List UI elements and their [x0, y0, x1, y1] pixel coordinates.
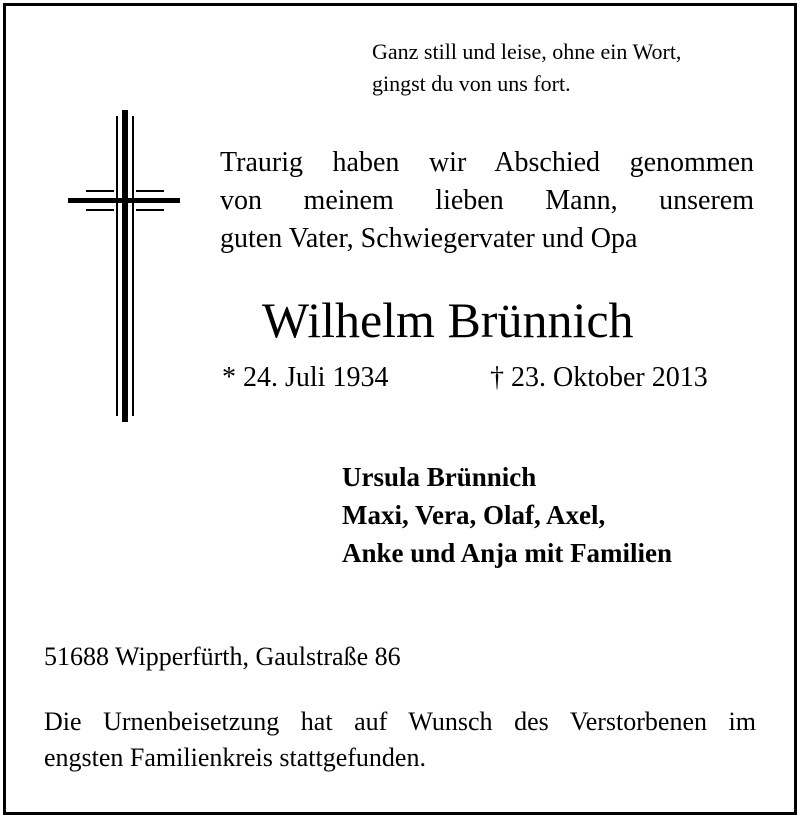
intro-line: Traurig haben wir Abschied genommen	[220, 147, 754, 178]
note-line: Die Urnenbeisetzung hat auf Wunsch des Verstorbenen im	[44, 707, 756, 736]
death-date: † 23. Oktober 2013	[490, 362, 708, 393]
mourner-line: Anke und Anja mit Familien	[342, 538, 673, 568]
mourner-line: Ursula Brünnich	[342, 462, 537, 492]
intro-text	[220, 144, 754, 258]
intro-line: von meinem lieben Mann, unserem	[220, 185, 754, 216]
mourner-line: Maxi, Vera, Olaf, Axel,	[342, 500, 606, 530]
intro-line: guten Vater, Schwiegervater und Opa	[220, 223, 638, 254]
birth-date: * 24. Juli 1934	[222, 362, 389, 393]
poem	[372, 36, 681, 100]
cross-icon	[64, 110, 184, 422]
poem-line: Ganz still und leise, ohne ein Wort,	[372, 39, 682, 64]
note-line: engsten Familienkreis stattgefunden.	[44, 743, 426, 772]
poem-line: gingst du von uns fort.	[372, 71, 571, 96]
burial-note	[44, 704, 756, 776]
mourners	[342, 458, 672, 572]
deceased-name: Wilhelm Brünnich	[262, 292, 634, 348]
address: 51688 Wipperfürth, Gaulstraße 86	[44, 642, 401, 671]
